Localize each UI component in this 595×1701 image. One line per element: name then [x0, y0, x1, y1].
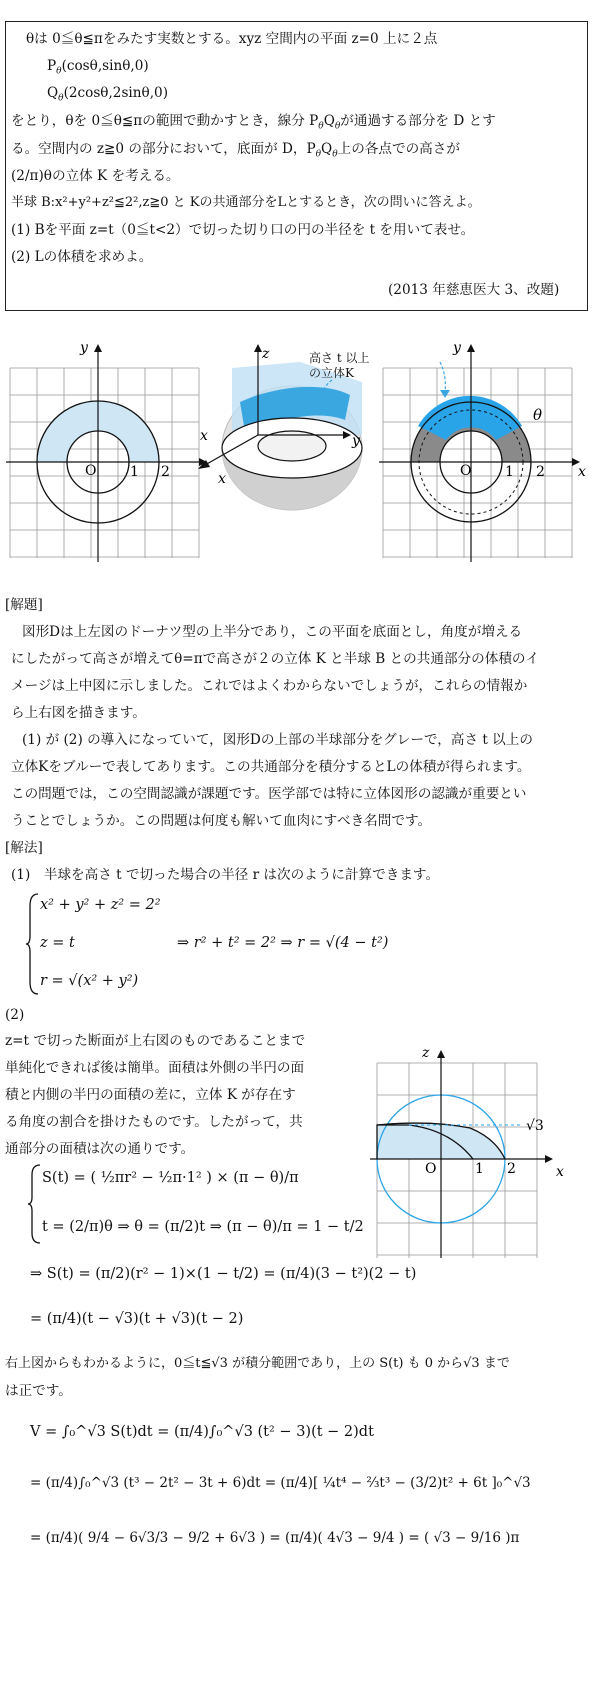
problem-line-4: [11, 112, 496, 136]
line4-text: をとり，θを 0≦θ≦πの範囲で動かすとき，線分 P: [11, 113, 319, 129]
kaidai-header: [解題]: [5, 597, 43, 613]
right-origin-label: O: [460, 463, 472, 479]
problem-line-1: θは 0≦θ≦πをみたす実数とする。xyz 空間内の平面 z=0 上に２点: [26, 31, 438, 47]
part2-line-1: z=t で切った断面が上右図のものであることまで: [5, 1033, 306, 1049]
p-coords: (cosθ,sinθ,0): [61, 58, 149, 74]
line5-end: 上の各点での高さが: [337, 141, 460, 157]
problem-line-9: (2) Lの体積を求めよ。: [11, 249, 153, 265]
left-y-label: y: [80, 340, 88, 356]
p-label: P: [47, 58, 57, 74]
lower-tick-2: 2: [507, 1161, 516, 1177]
lower-sqrt3-label: √3: [526, 1118, 544, 1134]
left-figure: [6, 340, 208, 562]
line5-text: る。空間内の z≧0 の部分において，底面が D，P: [11, 141, 316, 157]
problem-line-8: (1) Bを平面 z=t（0≦t<2）で切った切り口の円の半径を t を用いて表せ。: [11, 222, 475, 238]
lower-tick-1: 1: [475, 1161, 484, 1177]
right-y-arrow-icon: [467, 344, 475, 352]
right-tick-2: 2: [536, 464, 545, 480]
line5-q: Q: [321, 141, 333, 157]
part1-eq-1: x² + y² + z² = 2²: [40, 897, 161, 913]
eq-S: S(t) = ( ½πr² − ½π·1² ) × (π − θ)/π: [42, 1170, 299, 1186]
problem-q-point: [47, 84, 168, 108]
kaidai-line-7: この問題では，この空間認識が課題です。医学部では特に立体図形の認識が重要とい: [11, 786, 527, 802]
line4-end: が通過する部分を D とす: [340, 113, 496, 129]
lower-x-label: x: [556, 1164, 564, 1180]
line4-sub1: θ: [318, 121, 324, 132]
q-subscript: θ: [58, 93, 64, 104]
line5-sub2: θ: [332, 149, 338, 160]
part1-result: ⇒ r² + t² = 2² ⇒ r = √(4 − t²): [177, 935, 389, 951]
p-subscript: θ: [56, 66, 62, 77]
right-tick-1: 1: [505, 464, 514, 480]
mid-z-label: z: [262, 346, 270, 362]
mid-annotation-text: [309, 351, 369, 381]
kaidai-line-5: (1) が (2) の導入になっていて，図形Dの上部の半球部分をグレーで，高さ t 以上の: [22, 732, 533, 748]
problem-source: (2013 年慈恵医大 3、改題): [388, 282, 560, 298]
part1-eq-3: r = √(x² + y²): [40, 973, 139, 989]
kaiho-header: [解法]: [5, 840, 43, 856]
line4-q: Q: [323, 113, 335, 129]
lower-z-label: z: [422, 1048, 430, 1061]
lower-x-arrow-icon: [545, 1155, 553, 1163]
q-coords: (2cosθ,2sinθ,0): [63, 85, 168, 101]
line5-sub1: θ: [315, 149, 322, 160]
left-grid: [10, 368, 199, 558]
left-origin-label: O: [85, 463, 97, 479]
right-y-label: y: [453, 340, 461, 356]
problem-p-point: [47, 57, 149, 81]
eq-V1: V = ∫₀^√3 S(t)dt = (π/4)∫₀^√3 (t² − 3)(t − 2)dt: [30, 1424, 374, 1440]
right-figure: [379, 340, 586, 562]
kaidai-line-3: メージは上中図に示しました。これではよくわからないでしょうが，これらの情報か: [11, 678, 528, 694]
part2-line-5: 通部分の面積は次の通りです。: [5, 1141, 195, 1157]
mid-y-label: y: [352, 433, 360, 449]
right-annotation-arrow-icon: [440, 390, 450, 398]
lower-figure: [370, 1048, 590, 1258]
right-theta-label: θ: [533, 406, 543, 424]
part1-intro: (1) 半球を高さ t で切った場合の半径 r は次のように計算できます。: [11, 867, 440, 883]
part2-line-4: る角度の割合を掛けたものです。したがって，共: [5, 1114, 303, 1130]
problem-line-7: 半球 B:x²+y²+z²≦2²,z≧0 と Kの共通部分をLとするとき，次の問いに答えよ。: [11, 195, 481, 210]
kaidai-line-1: 図形Dは上左図のドーナツ型の上半分であり，この平面を底面とし，角度が増える: [22, 624, 523, 640]
range-line-2: は正です。: [5, 1383, 72, 1399]
eq-V2: = (π/4)∫₀^√3 (t³ − 2t² − 3t + 6)dt = (π/4)[ ¼t⁴ − ⅔t³ − (3/2)t² + 6t ]₀^√3: [30, 1475, 531, 1491]
eq-V3: = (π/4)( 9/4 − 6√3/3 − 9/2 + 6√3 ) = (π/4)( 4√3 − 9/4 ) = ( √3 − 9/16 )π: [30, 1530, 520, 1546]
right-annotation-arrow: [440, 362, 445, 392]
part2-brace: [28, 1163, 42, 1245]
kaidai-line-4: ら上右図を描きます。: [11, 705, 146, 721]
part2-line-3: 積と内側の半円の面積の差に，立体 K が存在す: [5, 1087, 296, 1103]
mid-x-label: x: [218, 471, 226, 487]
annotation-line-1: 高さ t 以上: [309, 351, 370, 365]
top-figures: [0, 340, 595, 570]
kaidai-line-8: うことでしょうか。この問題は何度も解いて血肉にすべき名問です。: [11, 813, 432, 829]
eq-t: t = (2/π)θ ⇒ θ = (π/2)t ⇒ (π − θ)/π = 1 − t/2: [42, 1219, 364, 1235]
problem-line-6: (2/π)θの立体 K を考える。: [11, 168, 180, 184]
line4-sub2: θ: [334, 121, 341, 132]
annotation-line-2: の立体K: [309, 366, 354, 380]
left-x-label: x: [200, 428, 208, 444]
left-tick-1: 1: [130, 464, 139, 480]
left-y-arrow-icon: [94, 344, 102, 352]
kaidai-line-6: 立体Kをブルーで表してあります。この共通部分を積分するとLの体積が得られます。: [11, 759, 531, 775]
part1-brace: [26, 892, 40, 996]
q-label: Q: [47, 85, 59, 101]
lower-z-arrow-icon: [437, 1050, 445, 1058]
mid-z-arrow-icon: [254, 344, 262, 352]
part1-eq-2: z = t: [40, 935, 75, 951]
right-x-label: x: [578, 464, 586, 480]
part2-label: (2): [5, 1007, 25, 1023]
problem-line-5: [11, 140, 460, 164]
eq-S2: ⇒ S(t) = (π/2)(r² − 1)×(1 − t/2) = (π/4)(3 − t²)(2 − t): [30, 1266, 417, 1282]
kaidai-line-2: にしたがって高さが増えてθ=πで高さが２の立体 K と半球 B との共通部分の体積のイ: [11, 651, 540, 667]
part2-line-2: 単純化できれば後は簡単。面積は外側の半円の面: [5, 1060, 305, 1076]
lower-origin-label: O: [425, 1161, 437, 1177]
left-tick-2: 2: [161, 464, 170, 480]
eq-S3: = (π/4)(t − √3)(t + √3)(t − 2): [30, 1311, 244, 1327]
range-line-1: 右上図からもわかるように，0≦t≦√3 が積分範囲であり，上の S(t) も 0 から√3 まで: [5, 1356, 510, 1371]
